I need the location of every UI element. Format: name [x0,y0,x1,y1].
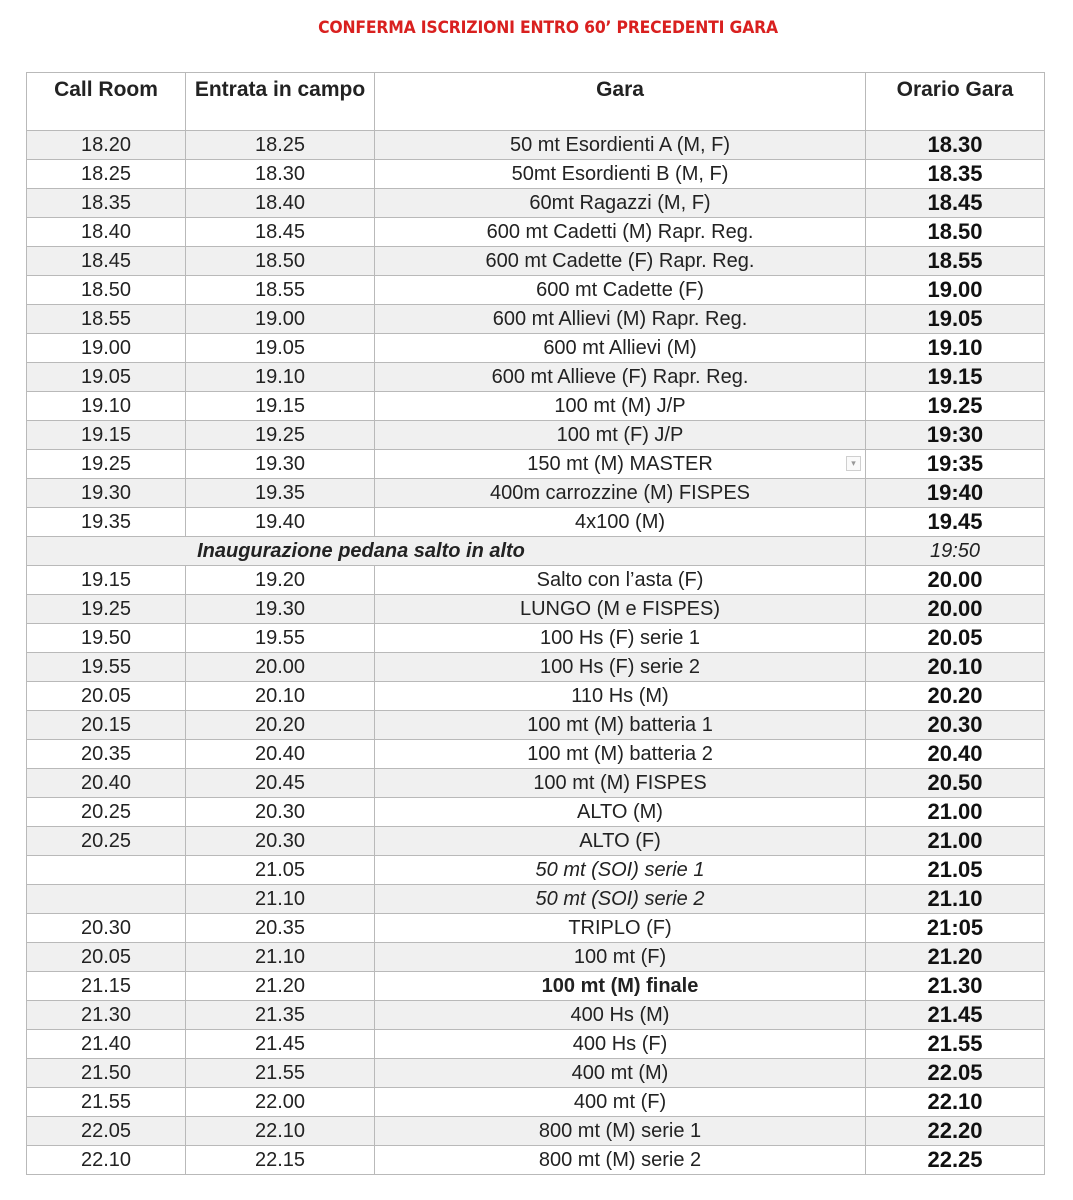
cell-gara: ALTO (M) [375,798,866,827]
cell-call-room: 20.35 [27,740,186,769]
cell-gara: ALTO (F) [375,827,866,856]
table-row [27,885,1045,914]
cell-gara: 400 Hs (F) [375,1030,866,1059]
cell-call-room: 19.00 [27,334,186,363]
cell-entrata: 22.10 [186,1117,375,1146]
table-row [27,914,1045,943]
cell-call-room: 19.30 [27,479,186,508]
cell-orario: 19.05 [866,305,1045,334]
cell-entrata: 20.10 [186,682,375,711]
cell-entrata: 21.10 [186,885,375,914]
table-row [27,537,1045,566]
cell-call-room: 18.40 [27,218,186,247]
cell-gara: 100 mt (M) batteria 2 [375,740,866,769]
header-row [27,73,1045,131]
cell-gara: 100 mt (M) J/P [375,392,866,421]
cell-gara: 400 mt (M) [375,1059,866,1088]
cell-orario: 18.30 [866,131,1045,160]
table-row [27,856,1045,885]
cell-call-room: 18.55 [27,305,186,334]
table-row [27,508,1045,537]
table-row [27,827,1045,856]
cell-entrata: 20.45 [186,769,375,798]
cell-call-room: 20.25 [27,798,186,827]
table-row [27,392,1045,421]
cell-call-room: 19.50 [27,624,186,653]
cell-gara [375,450,866,479]
cell-call-room: 19.10 [27,392,186,421]
cell-gara: TRIPLO (F) [375,914,866,943]
cell-entrata: 19.40 [186,508,375,537]
cell-orario: 20.10 [866,653,1045,682]
table-row [27,653,1045,682]
cell-orario: 20.00 [866,566,1045,595]
cell-orario: 19:30 [866,421,1045,450]
cell-call-room: 19.25 [27,450,186,479]
table-row [27,218,1045,247]
cell-orario: 20.50 [866,769,1045,798]
cell-entrata: 19.00 [186,305,375,334]
cell-orario: 20.20 [866,682,1045,711]
cell-gara: 100 Hs (F) serie 1 [375,624,866,653]
cell-gara: 600 mt Allievi (M) [375,334,866,363]
cell-entrata: 18.40 [186,189,375,218]
cell-gara: 100 mt (M) FISPES [375,769,866,798]
table-row [27,1030,1045,1059]
table-row [27,276,1045,305]
cell-orario: 20.05 [866,624,1045,653]
cell-orario: 18.35 [866,160,1045,189]
cell-orario: 18.50 [866,218,1045,247]
cell-call-room: 21.15 [27,972,186,1001]
cell-gara-text: 150 mt (M) MASTER [527,453,713,475]
cell-gara: 800 mt (M) serie 2 [375,1146,866,1175]
cell-gara: LUNGO (M e FISPES) [375,595,866,624]
cell-gara: 100 mt (F) J/P [375,421,866,450]
cell-call-room: 21.55 [27,1088,186,1117]
table-row [27,334,1045,363]
table-row [27,131,1045,160]
cell-gara: 50 mt (SOI) serie 1 [375,856,866,885]
cell-call-room: 20.15 [27,711,186,740]
header-gara: Gara [375,73,866,131]
table-row [27,566,1045,595]
cell-orario: 19.00 [866,276,1045,305]
cell-gara: 800 mt (M) serie 1 [375,1117,866,1146]
cell-entrata: 22.00 [186,1088,375,1117]
table-row [27,189,1045,218]
table-row [27,160,1045,189]
cell-orario: 22.05 [866,1059,1045,1088]
cell-call-room: 21.50 [27,1059,186,1088]
cell-call-room: 19.25 [27,595,186,624]
table-row [27,943,1045,972]
cell-orario: 18.45 [866,189,1045,218]
table-row [27,740,1045,769]
table-row [27,769,1045,798]
cell-orario: 19.15 [866,363,1045,392]
cell-call-room: 19.15 [27,566,186,595]
cell-entrata: 19.55 [186,624,375,653]
cell-entrata: 18.45 [186,218,375,247]
cell-call-room: 19.05 [27,363,186,392]
header-call-room: Call Room [27,73,186,131]
cell-orario: 19.25 [866,392,1045,421]
cell-entrata: 19.15 [186,392,375,421]
table-row [27,363,1045,392]
cell-gara: 600 mt Cadette (F) [375,276,866,305]
cell-gara: 600 mt Cadette (F) Rapr. Reg. [375,247,866,276]
cell-entrata: 21.10 [186,943,375,972]
table-row [27,421,1045,450]
cell-call-room: 19.15 [27,421,186,450]
cell-call-room [27,856,186,885]
cell-orario: 19:40 [866,479,1045,508]
cell-call-room: 22.05 [27,1117,186,1146]
cell-orario: 19:50 [866,537,1045,566]
cell-orario: 21.55 [866,1030,1045,1059]
cell-orario: 20.40 [866,740,1045,769]
cell-entrata: 18.55 [186,276,375,305]
table-row [27,247,1045,276]
cell-call-room: 21.30 [27,1001,186,1030]
table-row [27,1059,1045,1088]
cell-call-room: 20.25 [27,827,186,856]
schedule-body [27,131,1045,1175]
cell-call-room: 18.50 [27,276,186,305]
table-row [27,479,1045,508]
cell-gara: 100 mt (F) [375,943,866,972]
cell-gara: 50mt Esordienti B (M, F) [375,160,866,189]
cell-entrata: 21.05 [186,856,375,885]
cell-entrata: 21.45 [186,1030,375,1059]
cell-entrata: 20.30 [186,798,375,827]
dropdown-arrow-icon[interactable]: ▾ [846,456,861,471]
header-entrata: Entrata in campo [186,73,375,131]
cell-entrata: 19.30 [186,450,375,479]
cell-orario: 21.05 [866,856,1045,885]
cell-gara: 100 mt (M) batteria 1 [375,711,866,740]
cell-gara: 600 mt Allievi (M) Rapr. Reg. [375,305,866,334]
cell-orario: 21.00 [866,798,1045,827]
cell-call-room: 21.40 [27,1030,186,1059]
cell-call-room: 20.05 [27,943,186,972]
table-row [27,1117,1045,1146]
cell-gara: 100 Hs (F) serie 2 [375,653,866,682]
cell-entrata: 19.10 [186,363,375,392]
table-row [27,682,1045,711]
cell-entrata: 19.25 [186,421,375,450]
cell-entrata: 21.20 [186,972,375,1001]
cell-call-room: 20.05 [27,682,186,711]
cell-entrata: 18.25 [186,131,375,160]
cell-orario: 20.00 [866,595,1045,624]
cell-call-room: 19.35 [27,508,186,537]
cell-gara: 60mt Ragazzi (M, F) [375,189,866,218]
cell-orario: 18.55 [866,247,1045,276]
cell-entrata: 21.55 [186,1059,375,1088]
cell-entrata: 20.40 [186,740,375,769]
cell-orario: 22.20 [866,1117,1045,1146]
cell-entrata: 19.35 [186,479,375,508]
cell-entrata: 21.35 [186,1001,375,1030]
cell-call-room [27,885,186,914]
cell-entrata: 19.20 [186,566,375,595]
cell-orario: 21.00 [866,827,1045,856]
table-row [27,305,1045,334]
cell-orario: 21:05 [866,914,1045,943]
cell-gara: 100 mt (M) finale [375,972,866,1001]
table-row [27,595,1045,624]
event-banner: Inaugurazione pedana salto in alto [27,537,866,566]
cell-gara: 400 mt (F) [375,1088,866,1117]
cell-gara: Salto con l’asta (F) [375,566,866,595]
table-row [27,624,1045,653]
table-row [27,798,1045,827]
cell-orario: 19.45 [866,508,1045,537]
table-row [27,1001,1045,1030]
schedule-table [26,72,1045,1175]
cell-orario: 21.10 [866,885,1045,914]
cell-orario: 21.30 [866,972,1045,1001]
cell-entrata: 22.15 [186,1146,375,1175]
table-row [27,1146,1045,1175]
cell-call-room: 20.40 [27,769,186,798]
cell-call-room: 18.20 [27,131,186,160]
cell-entrata: 18.30 [186,160,375,189]
table-row [27,1088,1045,1117]
cell-entrata: 20.35 [186,914,375,943]
cell-orario: 21.20 [866,943,1045,972]
cell-gara: 600 mt Allieve (F) Rapr. Reg. [375,363,866,392]
cell-orario: 21.45 [866,1001,1045,1030]
cell-entrata: 19.30 [186,595,375,624]
cell-call-room: 22.10 [27,1146,186,1175]
cell-orario: 19:35 [866,450,1045,479]
cell-entrata: 18.50 [186,247,375,276]
cell-gara: 400m carrozzine (M) FISPES [375,479,866,508]
cell-gara: 600 mt Cadetti (M) Rapr. Reg. [375,218,866,247]
header-orario: Orario Gara [866,73,1045,131]
cell-call-room: 20.30 [27,914,186,943]
table-row [27,711,1045,740]
cell-gara: 400 Hs (M) [375,1001,866,1030]
cell-call-room: 19.55 [27,653,186,682]
cell-call-room: 18.45 [27,247,186,276]
cell-entrata: 20.20 [186,711,375,740]
cell-gara: 4x100 (M) [375,508,866,537]
cell-orario: 19.10 [866,334,1045,363]
table-row [27,972,1045,1001]
table-row [27,450,1045,479]
cell-gara: 50 mt Esordienti A (M, F) [375,131,866,160]
cell-gara: 50 mt (SOI) serie 2 [375,885,866,914]
cell-call-room: 18.25 [27,160,186,189]
cell-gara: 110 Hs (M) [375,682,866,711]
cell-entrata: 19.05 [186,334,375,363]
cell-entrata: 20.30 [186,827,375,856]
cell-orario: 22.25 [866,1146,1045,1175]
cell-call-room: 18.35 [27,189,186,218]
cell-orario: 20.30 [866,711,1045,740]
cell-entrata: 20.00 [186,653,375,682]
page-title: CONFERMA ISCRIZIONI ENTRO 60’ PRECEDENTI GARA [318,18,778,38]
cell-orario: 22.10 [866,1088,1045,1117]
